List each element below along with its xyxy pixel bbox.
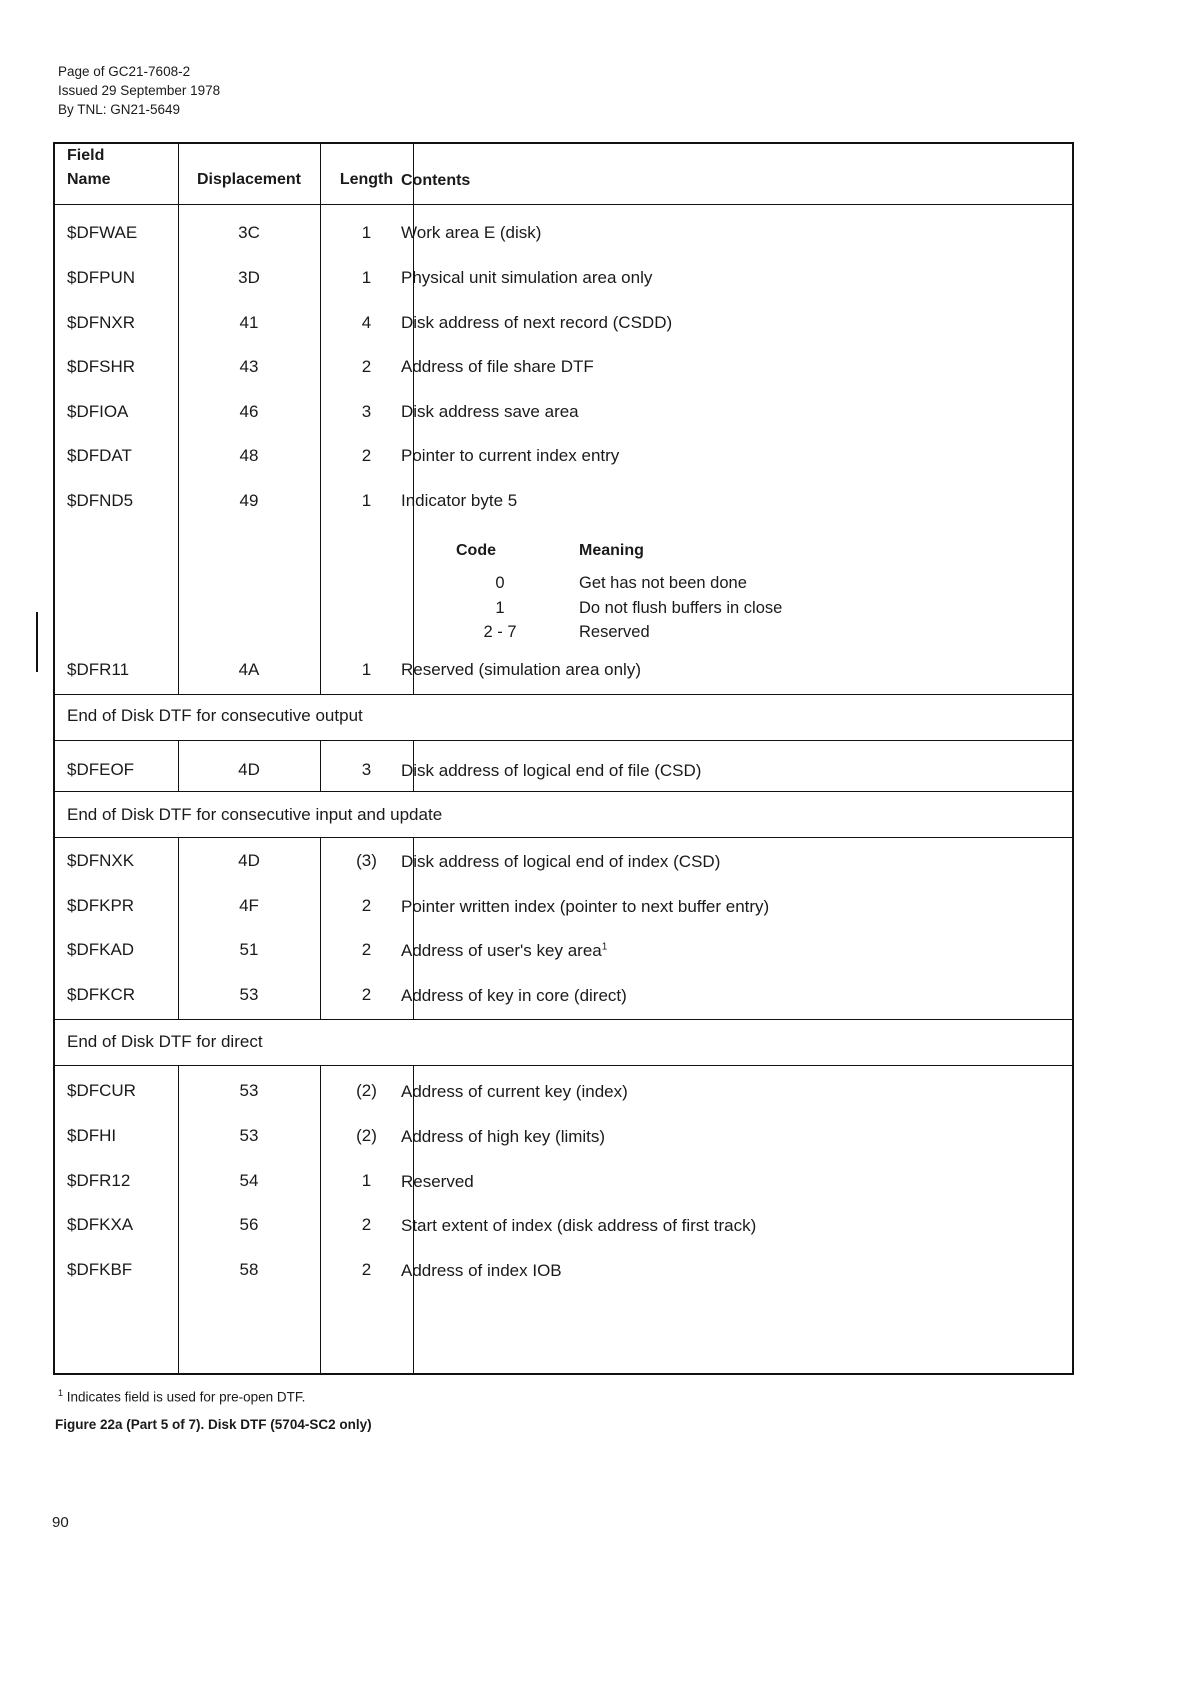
meaning-header: Meaning: [579, 542, 644, 559]
table-row-contents: Reserved: [401, 1172, 474, 1191]
group-1: [55, 204, 1072, 694]
divider: [55, 1019, 1072, 1020]
column-rule: [320, 837, 321, 1019]
disk-dtf-table: [53, 142, 1074, 1375]
page-number: 90: [52, 1514, 69, 1531]
page-header: [58, 62, 220, 119]
table-row-disp: 4F: [239, 896, 259, 915]
code-meaning: Do not flush buffers in close: [579, 599, 783, 617]
table-row-disp: 3C: [238, 223, 260, 242]
code-value: 2 - 7: [483, 623, 517, 641]
table-header-row: [55, 144, 1072, 204]
table-row-contents: Work area E (disk): [401, 223, 542, 242]
column-rule: [413, 144, 414, 694]
header-tnl: By TNL: GN21-5649: [58, 102, 181, 117]
table-row-disp: 53: [239, 985, 259, 1004]
table-row-name: $DFEOF: [67, 760, 135, 779]
table-row-name: $DFHI: [67, 1126, 117, 1145]
table-row-len: 2: [361, 1260, 372, 1279]
column-rule: [413, 837, 414, 1019]
table-row-len: (2): [356, 1126, 377, 1145]
figure-caption: Figure 22a (Part 5 of 7). Disk DTF (5704-SC2 only): [55, 1417, 372, 1432]
table-row-len: 1: [361, 223, 372, 242]
column-rule: [178, 740, 179, 791]
table-row-len: (3): [356, 851, 377, 870]
table-row-disp: 49: [239, 491, 259, 510]
col-header-contents: Contents: [401, 172, 471, 189]
band-consecutive-input-update: End of Disk DTF for consecutive input and update: [67, 805, 443, 824]
code-value: 0: [495, 574, 505, 592]
table-row-disp: 54: [239, 1171, 259, 1190]
table-row-len: 1: [361, 1171, 372, 1190]
revision-bar: [36, 612, 38, 672]
divider: [55, 791, 1072, 792]
table-row-contents: Disk address of logical end of file (CSD): [401, 761, 702, 780]
table-row-contents: [401, 941, 607, 961]
table-row-name: $DFIOA: [67, 402, 129, 421]
table-row-contents: Indicator byte 5: [401, 491, 518, 510]
divider: [55, 837, 1072, 838]
table-row-len: (2): [356, 1081, 377, 1100]
header-page-ref: Page of GC21-7608-2: [58, 64, 191, 79]
table-row-disp: 46: [239, 402, 259, 421]
table-row-len: 2: [361, 985, 372, 1004]
table-row-len: 2: [361, 357, 372, 376]
table-row-disp: 48: [239, 446, 259, 465]
table-row-len: 4: [361, 313, 372, 332]
col-header-field-line1: Field: [67, 147, 105, 164]
table-row-len: 2: [361, 446, 372, 465]
divider: [55, 1065, 1072, 1066]
table-row-disp: 4D: [238, 760, 260, 779]
table-row-name: $DFPUN: [67, 268, 136, 287]
column-rule: [320, 740, 321, 791]
divider: [55, 740, 1072, 741]
divider: [55, 694, 1072, 695]
column-rule: [320, 1065, 321, 1373]
table-row-disp: 53: [239, 1126, 259, 1145]
table-row-name: $DFKBF: [67, 1260, 133, 1279]
band-consecutive-output: End of Disk DTF for consecutive output: [67, 706, 363, 725]
table-row-name: $DFKCR: [67, 985, 136, 1004]
table-row-contents: Disk address save area: [401, 402, 579, 421]
table-row-disp: 56: [239, 1215, 259, 1234]
table-row-contents: Address of key in core (direct): [401, 986, 627, 1005]
table-row-name: $DFKAD: [67, 940, 135, 959]
col-header-field: [67, 144, 111, 192]
table-row-contents: Pointer written index (pointer to next buffer entry): [401, 897, 770, 916]
column-rule: [413, 1065, 414, 1373]
table-row-contents-text: Address of user's key area: [401, 941, 602, 960]
table-row-contents: Disk address of next record (CSDD): [401, 313, 673, 332]
column-rule: [178, 144, 179, 694]
table-row-disp: 4D: [238, 851, 260, 870]
table-row-len: 2: [361, 896, 372, 915]
table-row-disp: 4A: [238, 660, 260, 679]
table-row-name: $DFSHR: [67, 357, 136, 376]
code-header: Code: [456, 542, 496, 559]
table-row-contents: Address of index IOB: [401, 1261, 562, 1280]
header-issue-date: Issued 29 September 1978: [58, 83, 221, 98]
table-row-contents: Address of file share DTF: [401, 357, 594, 376]
table-row-len: 3: [361, 760, 372, 779]
table-row-contents: Pointer to current index entry: [401, 446, 620, 465]
column-rule: [320, 144, 321, 694]
table-row-name: $DFKPR: [67, 896, 135, 915]
column-rule: [178, 1065, 179, 1373]
table-row-name: $DFNXK: [67, 851, 135, 870]
footnote-marker: 1: [58, 1388, 64, 1398]
col-header-field-line2: Name: [67, 171, 111, 188]
table-row-name: $DFKXA: [67, 1215, 134, 1234]
table-row-name: $DFCUR: [67, 1081, 136, 1100]
table-row-name: $DFR12: [67, 1171, 131, 1190]
table-row-disp: 41: [239, 313, 259, 332]
table-row-disp: 3D: [238, 268, 260, 287]
table-row-name: $DFWAE: [67, 223, 138, 242]
footnote-ref: 1: [601, 941, 608, 953]
table-row-name: $DFND5: [67, 491, 134, 510]
column-rule: [178, 837, 179, 1019]
footnote: [58, 1388, 305, 1405]
table-row-disp: 53: [239, 1081, 259, 1100]
table-row-contents: Start extent of index (disk address of first track): [401, 1216, 757, 1235]
col-header-displacement: Displacement: [196, 171, 302, 188]
table-row-contents: Address of high key (limits): [401, 1127, 606, 1146]
table-row-len: 2: [361, 1215, 372, 1234]
col-header-length: Length: [339, 171, 394, 188]
table-row-len: 1: [361, 491, 372, 510]
table-row-name: $DFNXR: [67, 313, 136, 332]
table-row-len: 1: [361, 268, 372, 287]
table-row-disp: 58: [239, 1260, 259, 1279]
footnote-text: Indicates field is used for pre-open DTF.: [66, 1389, 306, 1405]
table-row-len: 3: [361, 402, 372, 421]
table-row-disp: 43: [239, 357, 259, 376]
band-direct: End of Disk DTF for direct: [67, 1032, 263, 1051]
code-meaning: Get has not been done: [579, 574, 747, 592]
table-row-name: $DFR11: [67, 660, 130, 679]
table-row-contents: Address of current key (index): [401, 1082, 628, 1101]
code-meaning: Reserved: [579, 623, 650, 641]
code-value: 1: [495, 599, 505, 617]
table-row-disp: 51: [239, 940, 259, 959]
table-row-name: $DFDAT: [67, 446, 132, 465]
table-row-contents: Reserved (simulation area only): [401, 660, 641, 679]
column-rule: [413, 740, 414, 791]
table-row-contents: Disk address of logical end of index (CSD): [401, 852, 721, 871]
table-row-len: 2: [361, 940, 372, 959]
table-row-len: 1: [361, 660, 372, 679]
table-row-contents: Physical unit simulation area only: [401, 268, 653, 287]
